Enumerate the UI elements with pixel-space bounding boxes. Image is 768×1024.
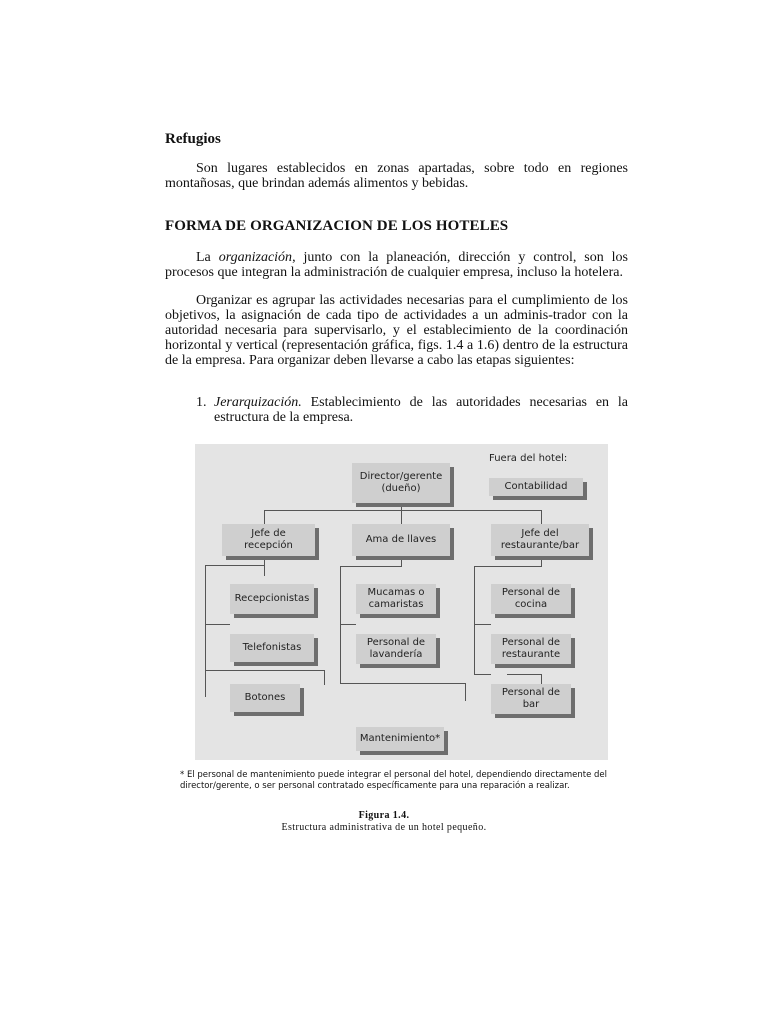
paragraph-organizacion-1: La organización, junto con la planeación, dirección y control, son los procesos que integran la administración de cualquier empresa, incluso la hotelera. — [165, 250, 629, 280]
box-jefe-restaurante: Jefe del restaurante/bar — [491, 524, 589, 556]
figure-caption: Estructura administrativa de un hotel pequeño. — [281, 822, 487, 833]
box-personal-restaurante: Personal de restaurante — [491, 634, 571, 664]
section-heading-organizacion: FORMA DE ORGANIZACION DE LOS HOTELES — [165, 218, 509, 234]
list-number: 1. — [196, 395, 207, 410]
box-contabilidad: Contabilidad — [489, 478, 583, 496]
box-ama-de-llaves: Ama de llaves — [352, 524, 450, 556]
box-mantenimiento: Mantenimiento* — [356, 727, 444, 751]
box-telefonistas: Telefonistas — [230, 634, 314, 662]
box-mucamas: Mucamas o camaristas — [356, 584, 436, 614]
box-personal-cocina: Personal de cocina — [491, 584, 571, 614]
section-heading-refugios: Refugios — [165, 131, 221, 147]
box-personal-bar: Personal de bar — [491, 684, 571, 714]
list-text: Jerarquización. Establecimiento de las autoridades necesarias en la estructura de la empresa. — [214, 395, 628, 425]
box-jefe-recepcion: Jefe de recepción — [222, 524, 315, 556]
figure-footnote: * El personal de mantenimiento puede integrar el personal del hotel, dependiendo directamente del director/gerente, o ser personal contratado específicamente para una reparación a realizar. — [180, 770, 608, 791]
paragraph-refugios: Son lugares establecidos en zonas apartadas, sobre todo en regiones montañosas, que brindan además alimentos y bebidas. — [165, 161, 628, 191]
org-chart — [195, 444, 608, 760]
term-jerarquizacion: Jerarquización. — [214, 395, 302, 410]
term-organizacion: organización — [218, 250, 293, 265]
box-director: Director/gerente (dueño) — [352, 463, 450, 503]
box-recepcionistas: Recepcionistas — [230, 584, 314, 614]
outside-hotel-label: Fuera del hotel: — [489, 453, 568, 464]
box-lavanderia: Personal de lavandería — [356, 634, 436, 664]
paragraph-organizacion-2: Organizar es agrupar las actividades necesarias para el cumplimiento de los objetivos, la asignación de cada tipo de actividades a un adminis-trador con la autoridad necesaria para supervisarlo, y el establecimiento de la coordinación horizontal y vertical (representación gráfica, figs. 1.4 a 1.6) dentro de la estructura de la empresa. Para organizar deben llevarse a cabo las etapas siguientes: — [165, 293, 628, 368]
figure-title: Figura 1.4. — [358, 810, 410, 821]
box-botones: Botones — [230, 684, 300, 712]
